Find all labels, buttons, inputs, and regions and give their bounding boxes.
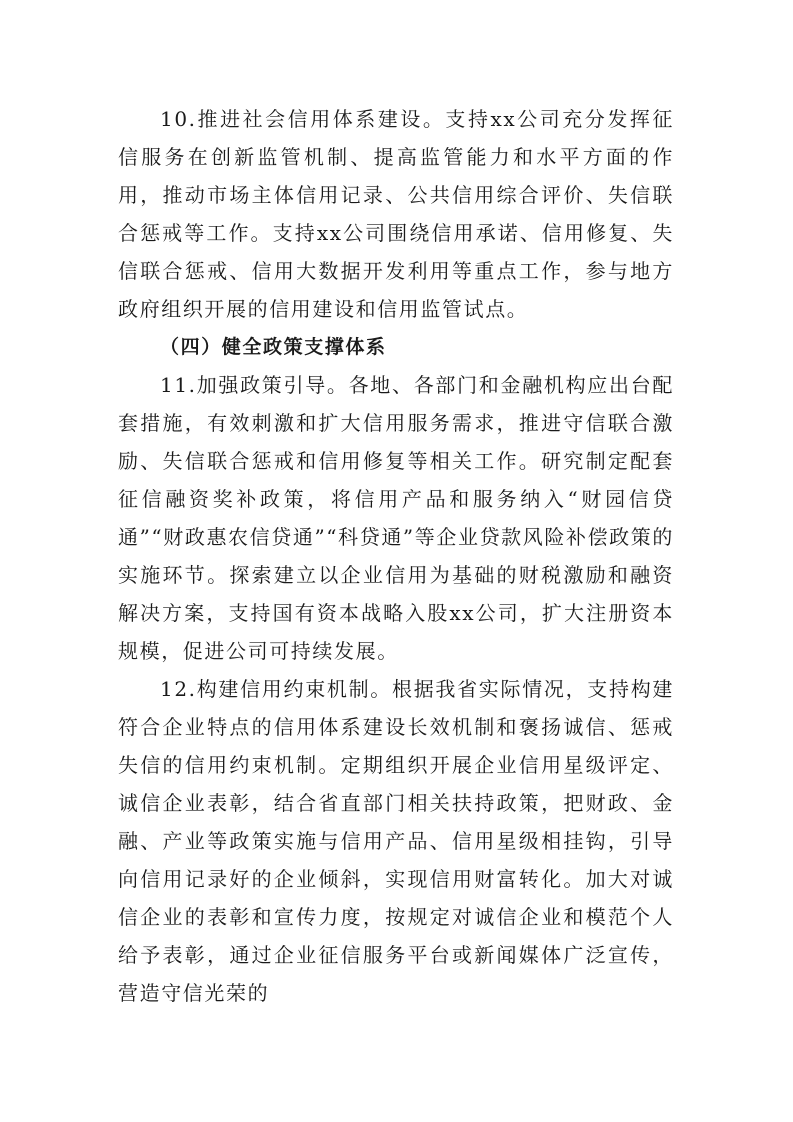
document-body: [118, 100, 674, 1012]
paragraph-item-10: 10.推进社会信用体系建设。支持xx公司充分发挥征信服务在创新监管机制、提高监管能力和水平方面的作用，推动市场主体信用记录、公共信用综合评价、失信联合惩戒等工作。支持xx公司围绕信用承诺、信用修复、失信联合惩戒、信用大数据开发利用等重点工作，参与地方政府组织开展的信用建设和信用监管试点。: [118, 107, 674, 321]
paragraph-item-11: 11.加强政策引导。各地、各部门和金融机构应出台配套措施，有效刺激和扩大信用服务需求，推进守信联合激励、失信联合惩戒和信用修复等相关工作。研究制定配套征信融资奖补政策，将信用产品和服务纳入“财园信贷通”“财政惠农信贷通”“科贷通”等企业贷款风险补偿政策的实施环节。探索建立以企业信用为基础的财税激励和融资解决方案，支持国有资本战略入股xx公司，扩大注册资本规模，促进公司可持续发展。: [118, 373, 674, 663]
paragraph-item-12: 12.构建信用约束机制。根据我省实际情况，支持构建符合企业特点的信用体系建设长效机制和褒扬诚信、惩戒失信的信用约束机制。定期组织开展企业信用星级评定、诚信企业表彰，结合省直部门相关扶持政策，把财政、金融、产业等政策实施与信用产品、信用星级相挂钩，引导向信用记录好的企业倾斜，实现信用财富转化。加大对诚信企业的表彰和宣传力度，按规定对诚信企业和模范个人给予表彰，通过企业征信服务平台或新闻媒体广泛宣传，营造守信光荣的: [118, 677, 674, 1005]
section-heading-4: （四）健全政策支撑体系: [160, 336, 387, 358]
